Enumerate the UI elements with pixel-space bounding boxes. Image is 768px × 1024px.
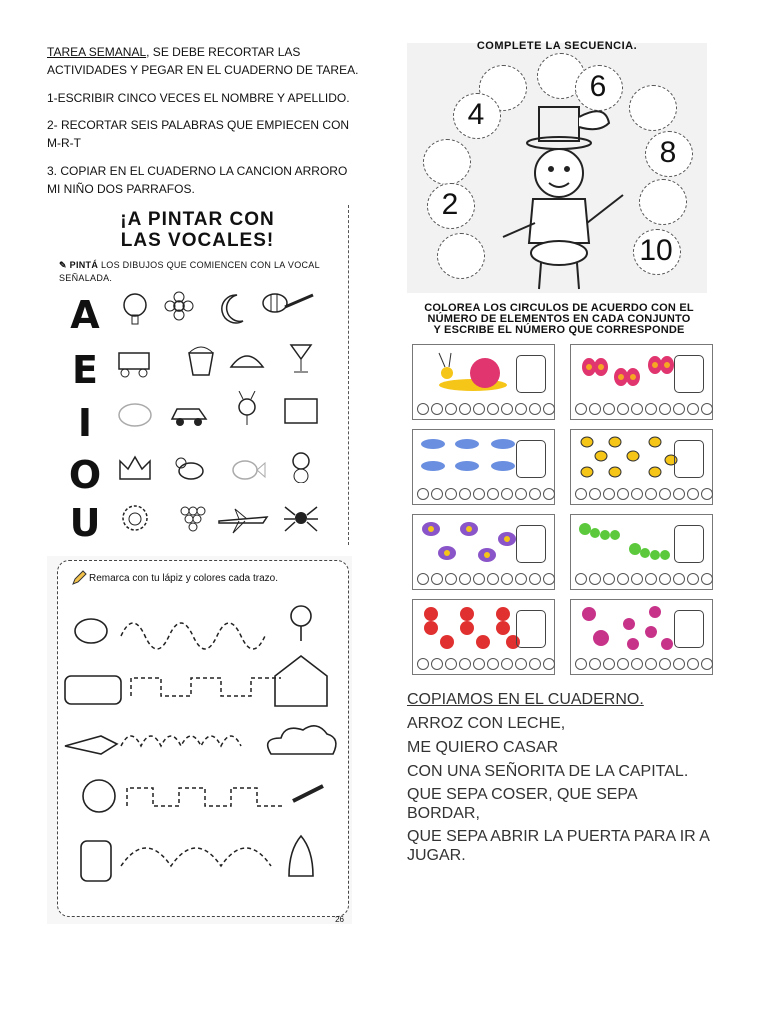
butterfly-icon bbox=[577, 349, 677, 391]
count-set-purple-butterflies bbox=[412, 514, 555, 590]
caterpillar-icon bbox=[417, 434, 523, 480]
bone-icon bbox=[293, 786, 323, 801]
vowel-i: I bbox=[77, 401, 93, 445]
vowels-title-line1: ¡A PINTAR CON bbox=[120, 209, 275, 230]
car-icon bbox=[169, 397, 209, 431]
answer-box[interactable] bbox=[516, 610, 546, 648]
grapes-icon bbox=[171, 501, 211, 535]
cloud-icon bbox=[268, 726, 336, 754]
vowels-subtitle-bold: PINTÁ bbox=[69, 260, 99, 270]
fish-icon bbox=[227, 453, 267, 487]
empanada-icon bbox=[227, 345, 267, 379]
song-line-2: ME QUIERO CASAR bbox=[407, 739, 559, 756]
weekly-task-paragraph bbox=[47, 43, 362, 79]
task-item-3: 3. COPIAR EN EL CUADERNO LA CANCION ARRORO MI NIÑO DOS PARRAFOS. bbox=[47, 164, 348, 196]
count-circles bbox=[417, 403, 555, 415]
count-set-ladybugs bbox=[412, 599, 555, 675]
count-circles bbox=[417, 488, 555, 500]
sequence-circle bbox=[629, 85, 677, 131]
sequence-circle bbox=[639, 179, 687, 225]
snail-icon bbox=[575, 602, 681, 652]
weekly-task-text: , SE DEBE RECORTAR LAS ACTIVIDADES Y PEGAR EN EL CUADERNO DE TAREA. bbox=[47, 45, 359, 77]
house-icon bbox=[275, 656, 327, 706]
song-line-4: QUE SEPA COSER, QUE SEPA BORDAR, bbox=[407, 786, 637, 822]
spider-icon bbox=[281, 501, 321, 535]
counting-title-line1: COLOREA LOS CIRCULOS DE ACUERDO CON EL bbox=[424, 302, 694, 314]
sequence-number-2: 2 bbox=[441, 188, 459, 221]
pencil-icon bbox=[71, 570, 87, 586]
song-line-3: CON UNA SEÑORITA DE LA CAPITAL. bbox=[407, 763, 689, 780]
count-circles bbox=[575, 573, 713, 585]
count-set-snail bbox=[412, 344, 555, 420]
airplane-icon bbox=[65, 736, 117, 754]
vowel-a: A bbox=[70, 293, 100, 337]
answer-box[interactable] bbox=[674, 610, 704, 648]
count-circles bbox=[417, 658, 555, 670]
car-icon bbox=[65, 676, 121, 704]
answer-box[interactable] bbox=[516, 355, 546, 393]
crown-icon bbox=[115, 451, 155, 485]
tracing-title: Remarca con tu lápiz y colores cada trazo. bbox=[89, 573, 278, 584]
tree-icon bbox=[115, 291, 155, 325]
tracing-worksheet bbox=[47, 556, 352, 924]
vowels-subtitle-rest: LOS DIBUJOS QUE COMIENCEN CON LA VOCAL SEÑALADA. bbox=[59, 260, 320, 283]
vowel-u: U bbox=[69, 501, 101, 545]
count-circles bbox=[575, 658, 713, 670]
sequence-circle bbox=[423, 139, 471, 185]
rabbit-icon bbox=[227, 391, 267, 425]
answer-box[interactable] bbox=[674, 525, 704, 563]
counting-title-line2: NÚMERO DE ELEMENTOS EN CADA CONJUNTO bbox=[427, 313, 691, 325]
task-item-2: 2- RECORTAR SEIS PALABRAS QUE EMPIECEN CON M-R-T bbox=[47, 118, 350, 150]
arc-trace bbox=[121, 848, 271, 866]
rocket-icon bbox=[289, 836, 313, 876]
pig-icon bbox=[115, 397, 155, 431]
sequence-title: COMPLETE LA SECUENCIA. bbox=[476, 40, 638, 52]
square-wave-trace bbox=[131, 678, 281, 696]
answer-box[interactable] bbox=[516, 440, 546, 478]
drum-icon bbox=[531, 241, 587, 265]
moon-icon bbox=[213, 291, 253, 325]
flower-icon bbox=[291, 606, 311, 626]
sheep-icon bbox=[115, 501, 155, 535]
count-set-butterflies bbox=[570, 344, 713, 420]
count-circles bbox=[575, 403, 713, 415]
airplane-icon bbox=[217, 503, 269, 537]
dog-icon bbox=[171, 451, 211, 485]
count-set-snails bbox=[570, 599, 713, 675]
dog-icon bbox=[83, 780, 115, 812]
sequence-number-10: 10 bbox=[639, 234, 673, 267]
bee-icon bbox=[257, 285, 315, 319]
bee-icon bbox=[575, 432, 681, 482]
vowel-o: O bbox=[68, 453, 102, 497]
count-circles bbox=[417, 573, 555, 585]
tracing-paths bbox=[61, 596, 351, 911]
drummer-boy-icon bbox=[499, 103, 629, 293]
weekly-task-heading: TAREA SEMANAL bbox=[47, 45, 147, 59]
song-line-5: QUE SEPA ABRIR LA PUERTA PARA IR A JUGAR. bbox=[407, 828, 710, 864]
counting-title-line3: Y ESCRIBE EL NÚMERO QUE CORRESPONDE bbox=[433, 324, 685, 336]
song-line-1: ARROZ CON LECHE, bbox=[407, 715, 566, 732]
caterpillar-icon bbox=[575, 517, 681, 567]
sequence-circle bbox=[437, 233, 485, 279]
loop-trace bbox=[121, 623, 265, 649]
vowels-subtitle bbox=[59, 259, 329, 285]
answer-box[interactable] bbox=[516, 525, 546, 563]
sequence-number-8: 8 bbox=[659, 136, 677, 169]
vowels-worksheet bbox=[47, 205, 349, 545]
flower-icon bbox=[159, 291, 199, 325]
sequence-number-4: 4 bbox=[467, 98, 485, 131]
task-item-1: 1-ESCRIBIR CINCO VECES EL NOMBRE Y APELLIDO. bbox=[47, 91, 350, 105]
curl-trace bbox=[121, 736, 241, 746]
song-heading: COPIAMOS EN EL CUADERNO. bbox=[407, 691, 644, 708]
page-number: 26 bbox=[335, 915, 344, 924]
astronaut-icon bbox=[81, 841, 111, 881]
bear-icon bbox=[281, 449, 321, 483]
snail-icon bbox=[433, 351, 513, 393]
count-set-bees bbox=[570, 429, 713, 505]
butterfly-icon bbox=[417, 517, 523, 567]
pencil-icon: ✎ bbox=[59, 260, 70, 270]
ladybug-icon bbox=[417, 602, 523, 652]
hat-icon bbox=[539, 107, 579, 141]
bucket-icon bbox=[181, 343, 221, 377]
board-icon bbox=[281, 395, 321, 429]
count-set-caterpillars bbox=[412, 429, 555, 505]
count-circles bbox=[575, 488, 713, 500]
answer-box[interactable] bbox=[674, 355, 704, 393]
bee-icon bbox=[75, 619, 107, 643]
vowels-title-line2: LAS VOCALES! bbox=[120, 230, 275, 251]
cup-icon bbox=[281, 341, 321, 375]
vowel-e: E bbox=[72, 348, 98, 392]
train-icon bbox=[115, 345, 155, 379]
sequence-worksheet bbox=[407, 40, 707, 293]
count-set-green-caterpillars bbox=[570, 514, 713, 590]
answer-box[interactable] bbox=[674, 440, 704, 478]
counting-worksheet bbox=[407, 300, 711, 678]
sequence-number-6: 6 bbox=[589, 70, 607, 103]
step-trace bbox=[127, 788, 283, 806]
